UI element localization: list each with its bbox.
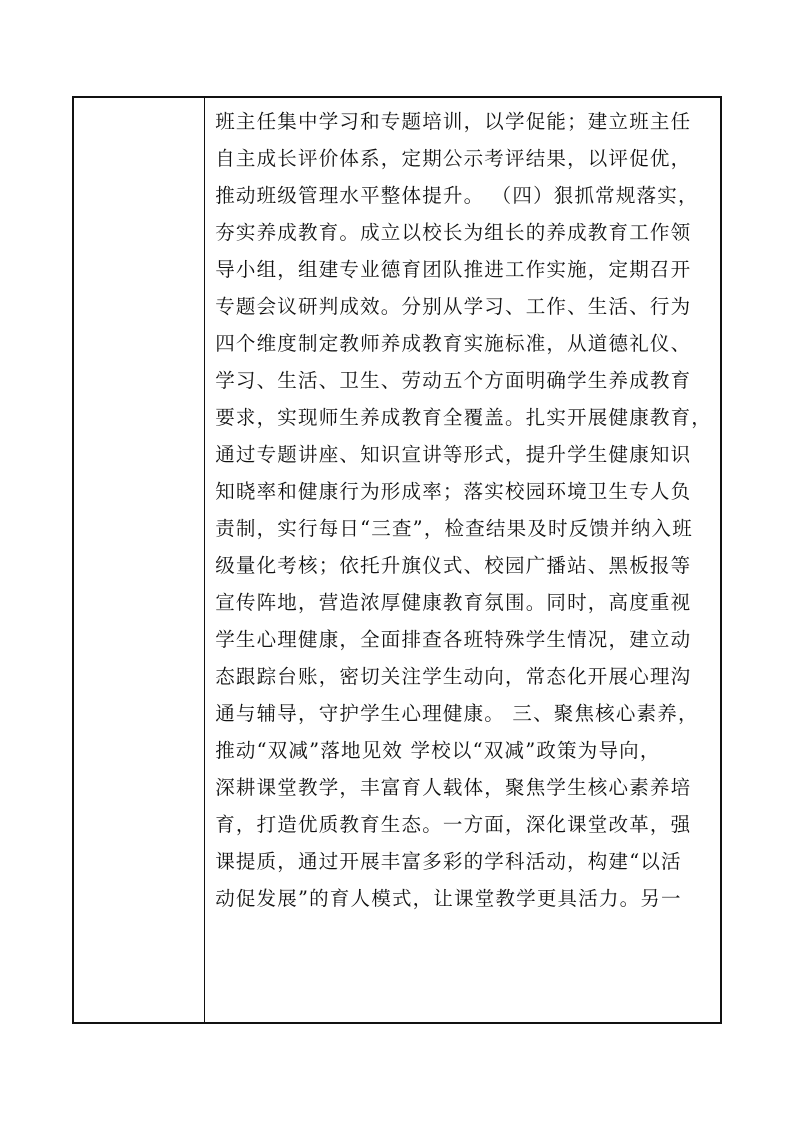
text-line: 专题会议研判成效。分别从学习、工作、生活、行为 [215, 295, 692, 318]
text-line: 推动“双减”落地见效 学校以“双减”政策为导向， [215, 739, 661, 762]
text-line: 班主任集中学习和专题培训，以学促能；建立班主任 [215, 110, 692, 133]
text-line: 课提质，通过开展丰富多彩的学科活动，构建“以活 [215, 850, 682, 873]
text-line: 宣传阵地，营造浓厚健康教育氛围。同时，高度重视 [215, 591, 692, 614]
text-line: 动促发展”的育人模式，让课堂教学更具活力。另一 [215, 887, 682, 910]
text-line: 四个维度制定教师养成教育实施标准，从道德礼仪、 [215, 332, 692, 355]
text-line: 学生心理健康，全面排查各班特殊学生情况，建立动 [215, 628, 692, 651]
text-line: 责制，实行每日“三查”，检查结果及时反馈并纳入班 [215, 517, 693, 540]
text-line: 级量化考核；依托升旗仪式、校园广播站、黑板报等 [215, 554, 692, 577]
text-line: 通与辅导，守护学生心理健康。 三、聚焦核心素养， [215, 702, 699, 725]
table-left-column [74, 98, 205, 1022]
text-line: 夯实养成教育。成立以校长为组长的养成教育工作领 [215, 221, 692, 244]
document-table [72, 96, 722, 1024]
text-line: 知晓率和健康行为形成率；落实校园环境卫生专人负 [215, 480, 692, 503]
text-line: 要求，实现师生养成教育全覆盖。扎实开展健康教育， [215, 406, 712, 429]
text-line: 深耕课堂教学，丰富育人载体，聚焦学生核心素养培 [215, 776, 692, 799]
text-line: 育，打造优质教育生态。一方面，深化课堂改革，强 [215, 813, 692, 836]
text-line: 推动班级管理水平整体提升。 （四）狠抓常规落实， [215, 184, 699, 207]
text-line: 学习、生活、卫生、劳动五个方面明确学生养成教育 [215, 369, 692, 392]
table-content-cell [205, 98, 720, 1022]
text-line: 态跟踪台账，密切关注学生动向，常态化开展心理沟 [215, 665, 692, 688]
text-line: 导小组，组建专业德育团队推进工作实施，定期召开 [215, 258, 692, 281]
text-line: 自主成长评价体系，定期公示考评结果，以评促优， [215, 147, 692, 170]
text-line: 通过专题讲座、知识宣讲等形式，提升学生健康知识 [215, 443, 692, 466]
